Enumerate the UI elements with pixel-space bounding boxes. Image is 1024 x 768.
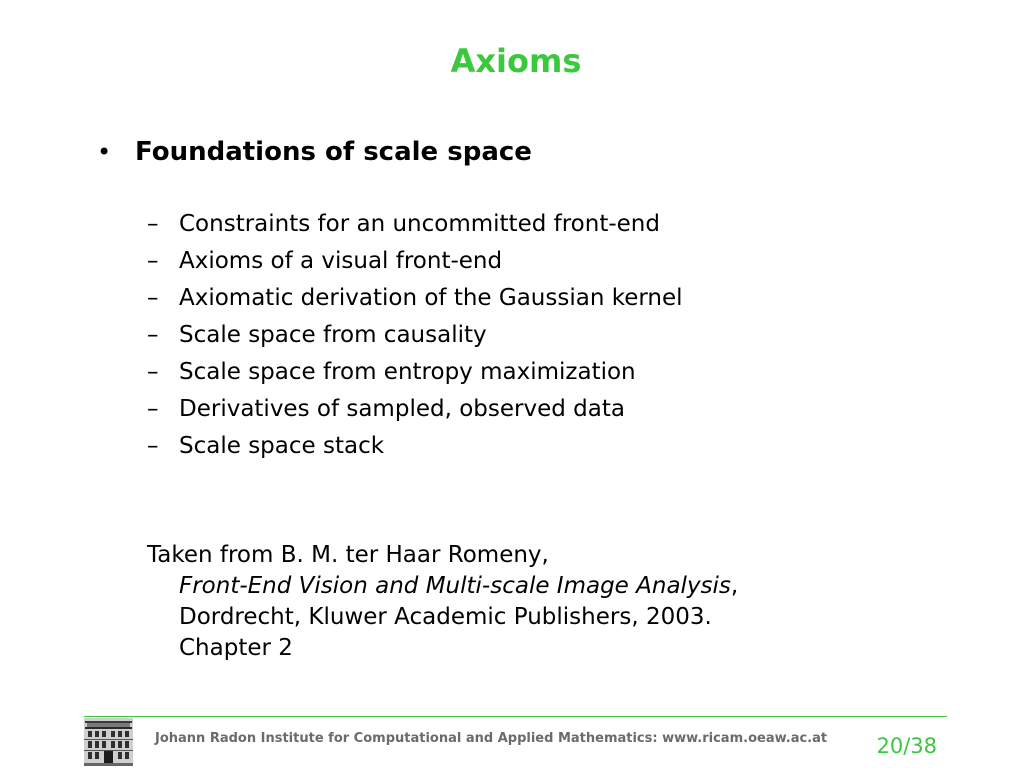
list-item xyxy=(147,428,683,465)
building-facade-icon xyxy=(84,718,133,766)
citation-author-line: Taken from B. M. ter Haar Romeny, xyxy=(147,542,549,568)
dash-icon: – xyxy=(147,433,159,459)
sub-bullet-text: Scale space from causality xyxy=(179,322,487,348)
list-item xyxy=(147,206,683,243)
dash-icon: – xyxy=(147,285,159,311)
list-item xyxy=(147,280,683,317)
bullet-icon: • xyxy=(97,138,112,166)
dash-icon: – xyxy=(147,322,159,348)
sub-bullet-text: Scale space from entropy maximization xyxy=(179,359,636,385)
citation-title-suffix: , xyxy=(730,573,739,599)
list-item xyxy=(147,391,683,428)
main-bullet xyxy=(97,134,532,170)
dash-icon: – xyxy=(147,359,159,385)
sub-bullet-list xyxy=(147,206,683,465)
sub-bullet-text: Axioms of a visual front-end xyxy=(179,248,503,274)
main-bullet-text: Foundations of scale space xyxy=(135,137,532,167)
dash-icon: – xyxy=(147,396,159,422)
footer-divider xyxy=(84,716,947,717)
citation xyxy=(147,540,738,664)
sub-bullet-text: Constraints for an uncommitted front-end xyxy=(179,211,660,237)
list-item xyxy=(147,354,683,391)
dash-icon: – xyxy=(147,248,159,274)
list-item xyxy=(147,317,683,354)
slide-title: Axioms xyxy=(450,42,582,80)
dash-icon: – xyxy=(147,211,159,237)
citation-chapter-line: Chapter 2 xyxy=(179,635,293,661)
citation-book-title: Front-End Vision and Multi-scale Image Analysis xyxy=(179,573,731,599)
sub-bullet-text: Axiomatic derivation of the Gaussian kernel xyxy=(179,285,683,311)
list-item xyxy=(147,243,683,280)
footer-institute-text: Johann Radon Institute for Computational and Applied Mathematics: www.ricam.oeaw.ac.at xyxy=(155,731,828,746)
page-number: 20/38 xyxy=(876,734,937,758)
sub-bullet-text: Derivatives of sampled, observed data xyxy=(179,396,625,422)
citation-title-line xyxy=(147,571,738,602)
citation-publisher-line: Dordrecht, Kluwer Academic Publishers, 2003. xyxy=(179,604,712,630)
sub-bullet-text: Scale space stack xyxy=(179,433,385,459)
